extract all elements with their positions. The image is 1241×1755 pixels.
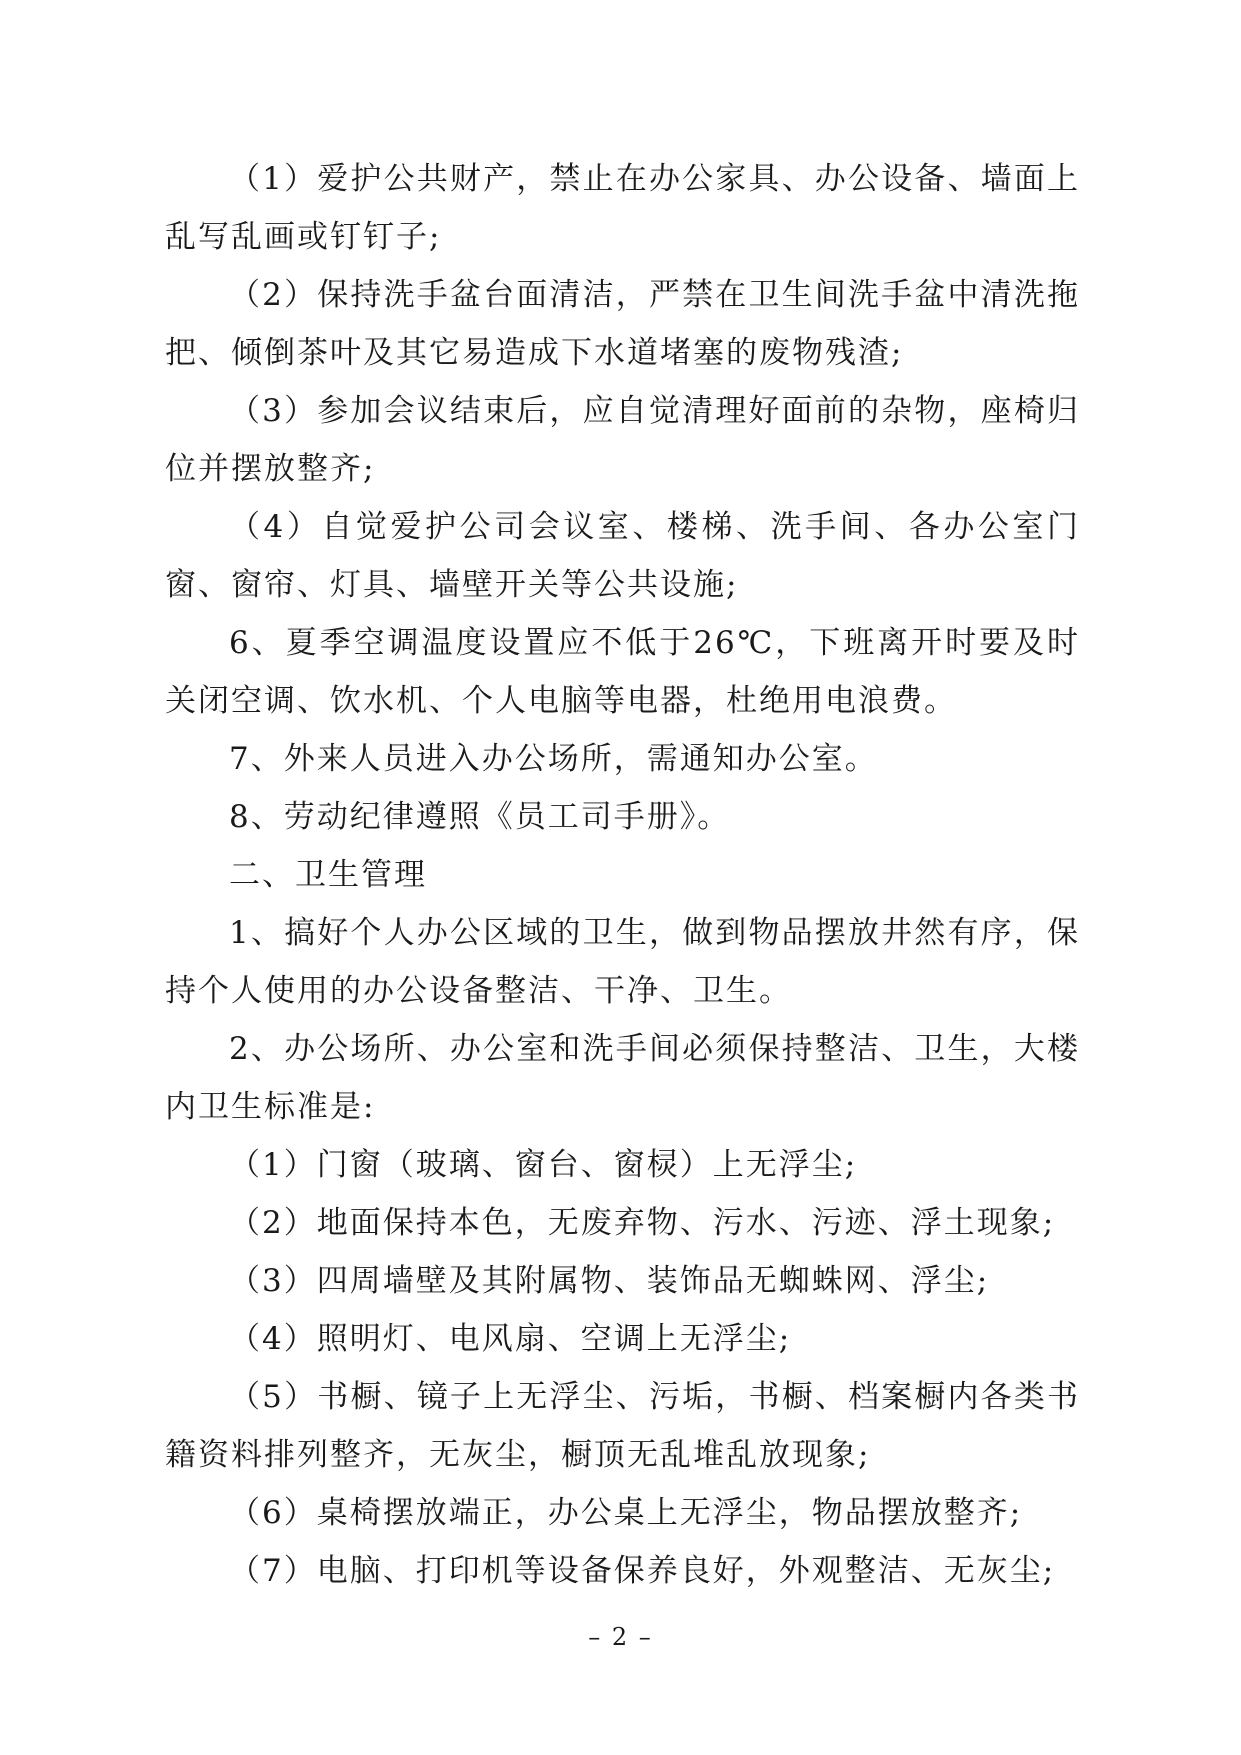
document-body bbox=[165, 150, 1080, 1600]
paragraph-standard-5: （5）书橱、镜子上无浮尘、污垢，书橱、档案橱内各类书籍资料排列整齐，无灰尘，橱顶无乱堆乱放现象; bbox=[165, 1379, 1080, 1473]
paragraph-rule-4: （4）自觉爱护公司会议室、楼梯、洗手间、各办公室门窗、窗帘、灯具、墙壁开关等公共设施; bbox=[165, 509, 1080, 603]
paragraph-item-8: 8、劳动纪律遵照《员工司手册》。 bbox=[229, 799, 731, 835]
page-number: – 2 – bbox=[588, 1623, 653, 1651]
paragraph-standard-2: （2）地面保持本色，无废弃物、污水、污迹、浮土现象; bbox=[229, 1205, 1056, 1241]
paragraph-hygiene-2: 2、办公场所、办公室和洗手间必须保持整洁、卫生，大楼内卫生标准是: bbox=[165, 1031, 1080, 1125]
paragraph-standard-1: （1）门窗（玻璃、窗台、窗棂）上无浮尘; bbox=[229, 1147, 858, 1183]
paragraph-rule-3: （3）参加会议结束后，应自觉清理好面前的杂物，座椅归位并摆放整齐; bbox=[165, 393, 1080, 487]
paragraph-rule-1: （1）爱护公共财产，禁止在办公家具、办公设备、墙面上乱写乱画或钉钉子; bbox=[165, 161, 1080, 255]
section-heading: 二、卫生管理 bbox=[229, 857, 427, 893]
paragraph-standard-7: （7）电脑、打印机等设备保养良好，外观整洁、无灰尘; bbox=[229, 1553, 1056, 1589]
paragraph-rule-2: （2）保持洗手盆台面清洁，严禁在卫生间洗手盆中清洗拖把、倾倒茶叶及其它易造成下水道堵塞的废物残渣; bbox=[165, 277, 1080, 371]
paragraph-standard-3: （3）四周墙壁及其附属物、装饰品无蜘蛛网、浮尘; bbox=[229, 1263, 990, 1299]
paragraph-standard-6: （6）桌椅摆放端正，办公桌上无浮尘，物品摆放整齐; bbox=[229, 1495, 1023, 1531]
paragraph-item-6: 6、夏季空调温度设置应不低于26℃，下班离开时要及时关闭空调、饮水机、个人电脑等电器，杜绝用电浪费。 bbox=[165, 625, 1080, 719]
paragraph-item-7: 7、外来人员进入办公场所，需通知办公室。 bbox=[229, 741, 878, 777]
paragraph-hygiene-1: 1、搞好个人办公区域的卫生，做到物品摆放井然有序，保持个人使用的办公设备整洁、干净、卫生。 bbox=[165, 915, 1080, 1009]
paragraph-standard-4: （4）照明灯、电风扇、空调上无浮尘; bbox=[229, 1321, 792, 1357]
